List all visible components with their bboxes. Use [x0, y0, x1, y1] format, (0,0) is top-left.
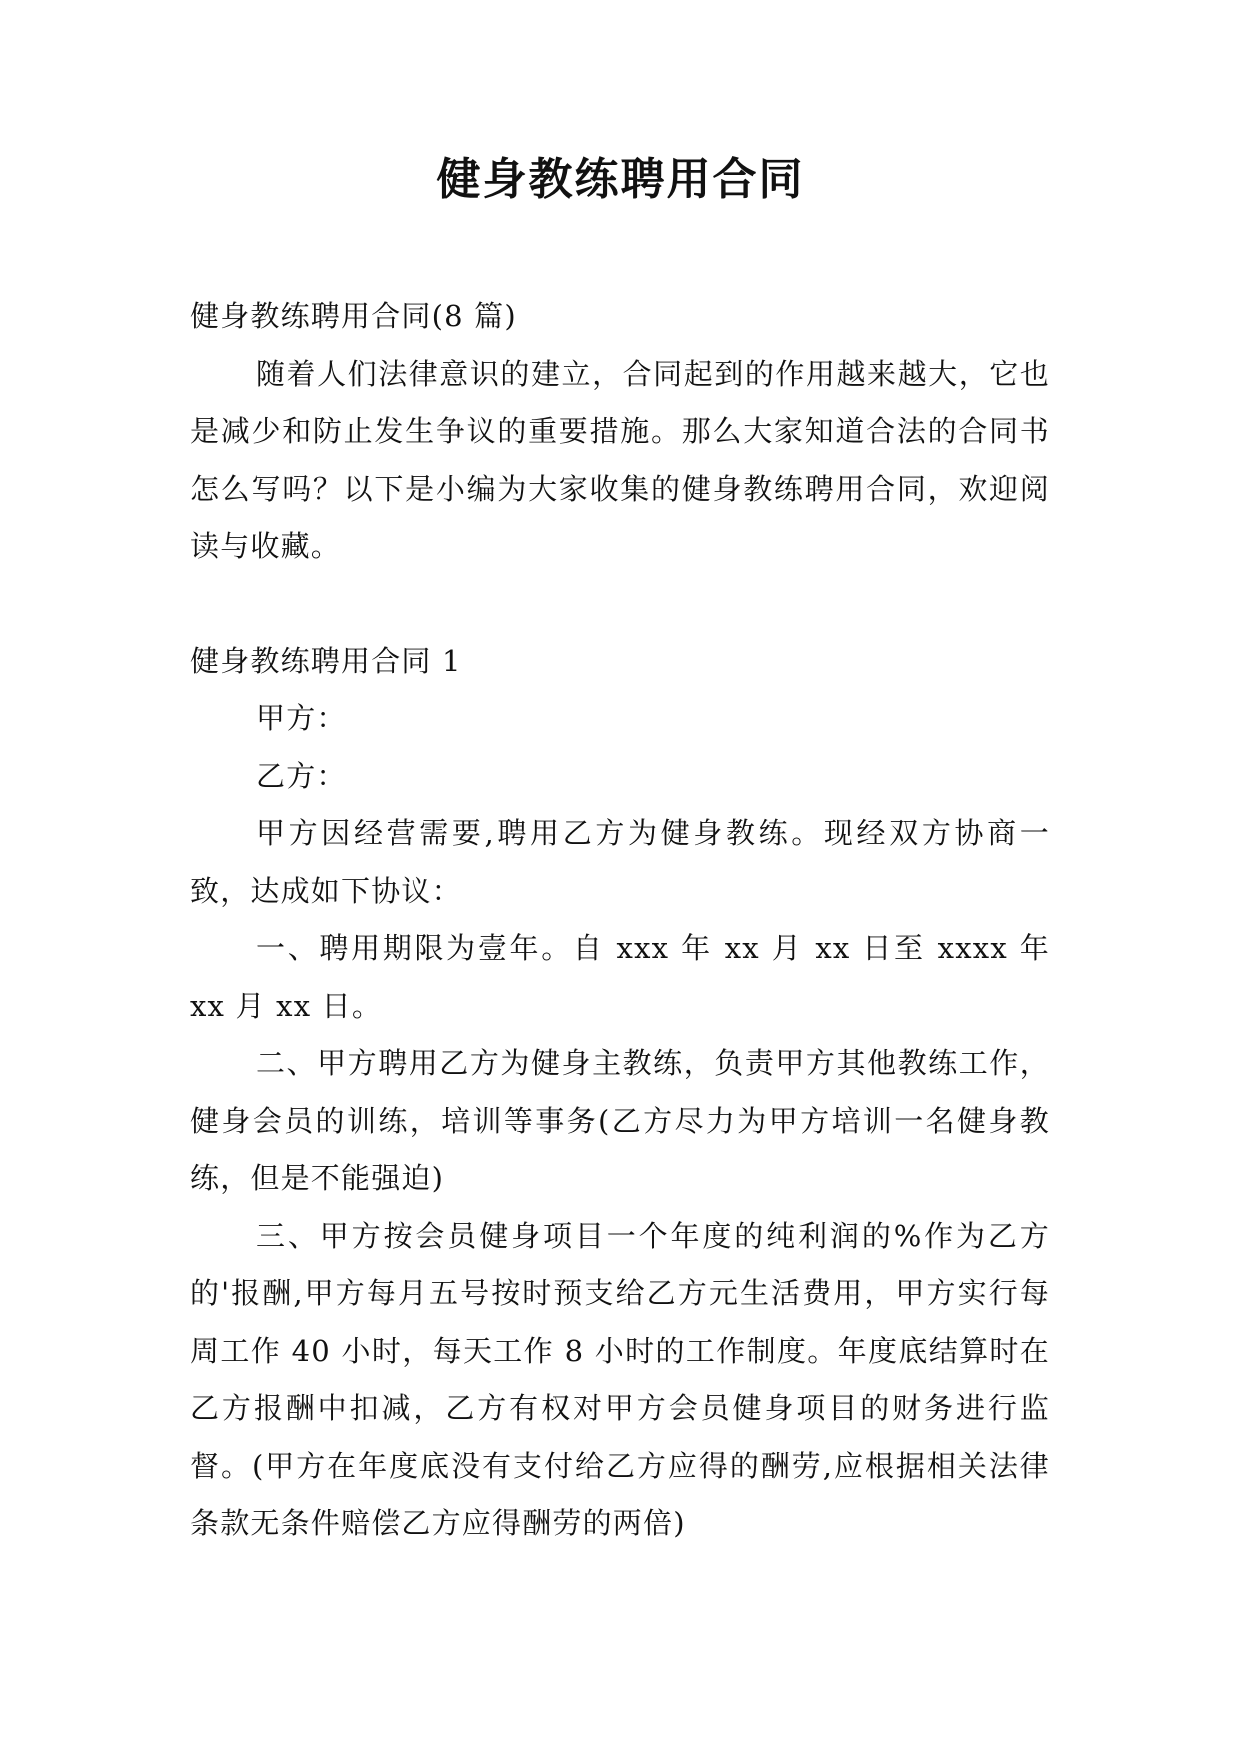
- section-title: 健身教练聘用合同 1: [190, 643, 462, 678]
- document-body: [190, 288, 1050, 1553]
- paragraph-term: 一、聘用期限为壹年。自 xxx 年 xx 月 xx 日至 xxxx 年 xx 月 xx 日。: [190, 931, 1050, 1023]
- section-spacer: [190, 576, 1050, 633]
- paragraph-compensation: 三、甲方按会员健身项目一个年度的纯利润的%作为乙方的'报酬,甲方每月五号按时预支给乙方元生活费用，甲方实行每周工作 40 小时，每天工作 8 小时的工作制度。年度底结算时在乙方报酬中扣减，乙方有权对甲方会员健身项目的财务进行监督。(甲方在年度底没有支付给乙方应得的酬劳,应根据相关法律条款无条件赔偿乙方应得酬劳的两倍): [190, 1218, 1050, 1540]
- document-subtitle: 健身教练聘用合同(8 篇): [190, 299, 517, 333]
- intro-paragraph: 随着人们法律意识的建立，合同起到的作用越来越大，它也是减少和防止发生争议的重要措施。那么大家知道合法的合同书怎么写吗？以下是小编为大家收集的健身教练聘用合同，欢迎阅读与收藏。: [190, 356, 1050, 563]
- paragraph-agreement: 甲方因经营需要,聘用乙方为健身教练。现经双方协商一致，达成如下协议：: [190, 816, 1050, 908]
- party-a-line: 甲方：: [256, 701, 347, 735]
- document-title: 健身教练聘用合同: [436, 154, 805, 205]
- paragraph-duties: 二、甲方聘用乙方为健身主教练，负责甲方其他教练工作，健身会员的训练，培训等事务(乙方尽力为甲方培训一名健身教练，但是不能强迫): [190, 1046, 1050, 1195]
- party-b-line: 乙方：: [256, 758, 347, 793]
